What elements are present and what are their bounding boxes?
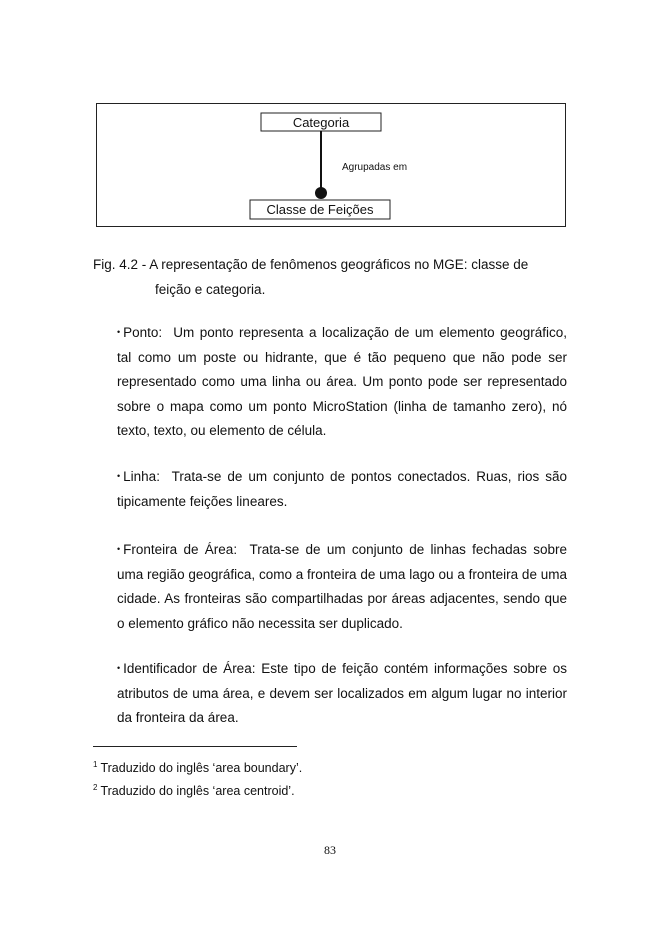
term-linha: Linha: — [123, 469, 160, 484]
aggregation-dot — [315, 187, 327, 199]
footnote-1 — [93, 756, 302, 777]
bullet-icon: • — [117, 663, 121, 673]
categoria-label: Categoria — [292, 115, 350, 130]
paragraph-identificador-de-area — [117, 656, 567, 731]
bullet-icon: • — [117, 327, 121, 337]
edge-label: Agrupadas em — [342, 162, 408, 173]
page-number: 83 — [324, 843, 336, 857]
classe-de-feicoes-label: Classe de Feições — [266, 202, 374, 217]
footnote-separator — [93, 746, 297, 747]
paragraph-text: Trata-se de um conjunto de linhas fechadas sobre uma região geográfica, como a fronteira de uma lago ou a fronteira de uma cidade. As fronteiras são compartilhadas por áreas adjacentes, sendo que o elemento gráfico não necessita ser duplicado. — [117, 542, 567, 631]
term-ponto: Ponto: — [123, 325, 163, 340]
bullet-icon: • — [117, 471, 121, 481]
paragraph-fronteira-de-area — [117, 537, 567, 636]
figure-caption — [93, 252, 567, 302]
footnote-marker: 2 — [93, 783, 98, 792]
paragraph-text: Um ponto representa a localização de um elemento geográfico, tal como um poste ou hidrante, que é tão pequeno que não pode ser representado como uma linha ou área. Um ponto pode ser representado sobre o mapa como um ponto MicroStation (linha de tamanho zero), nó texto, texto, ou elemento de célula. — [117, 325, 567, 438]
footnote-text: Traduzido do inglês ‘area boundary’. — [100, 761, 303, 776]
footnote-text: Traduzido do inglês ‘area centroid’. — [100, 784, 295, 799]
term-identificador-de-area: Identificador de Área: — [123, 661, 256, 676]
paragraph-linha — [117, 464, 567, 514]
footnote-marker: 1 — [93, 760, 98, 769]
term-fronteira-de-area: Fronteira de Área: — [123, 542, 238, 557]
paragraph-text: Este tipo de feição contém informações sobre os atributos de uma área, e devem ser localizados em algum lugar no interior da fronteira da área. — [117, 661, 567, 725]
paragraph-text: Trata-se de um conjunto de pontos conectados. Ruas, rios são tipicamente feições lineares. — [117, 469, 567, 509]
paragraph-ponto — [117, 320, 567, 444]
caption-line-2: feição e categoria. — [155, 282, 266, 297]
diagram-figure — [96, 103, 566, 227]
footnote-2 — [93, 779, 295, 800]
bullet-icon: • — [117, 544, 121, 554]
caption-line-1: Fig. 4.2 - A representação de fenômenos geográficos no MGE: classe de — [93, 257, 529, 272]
